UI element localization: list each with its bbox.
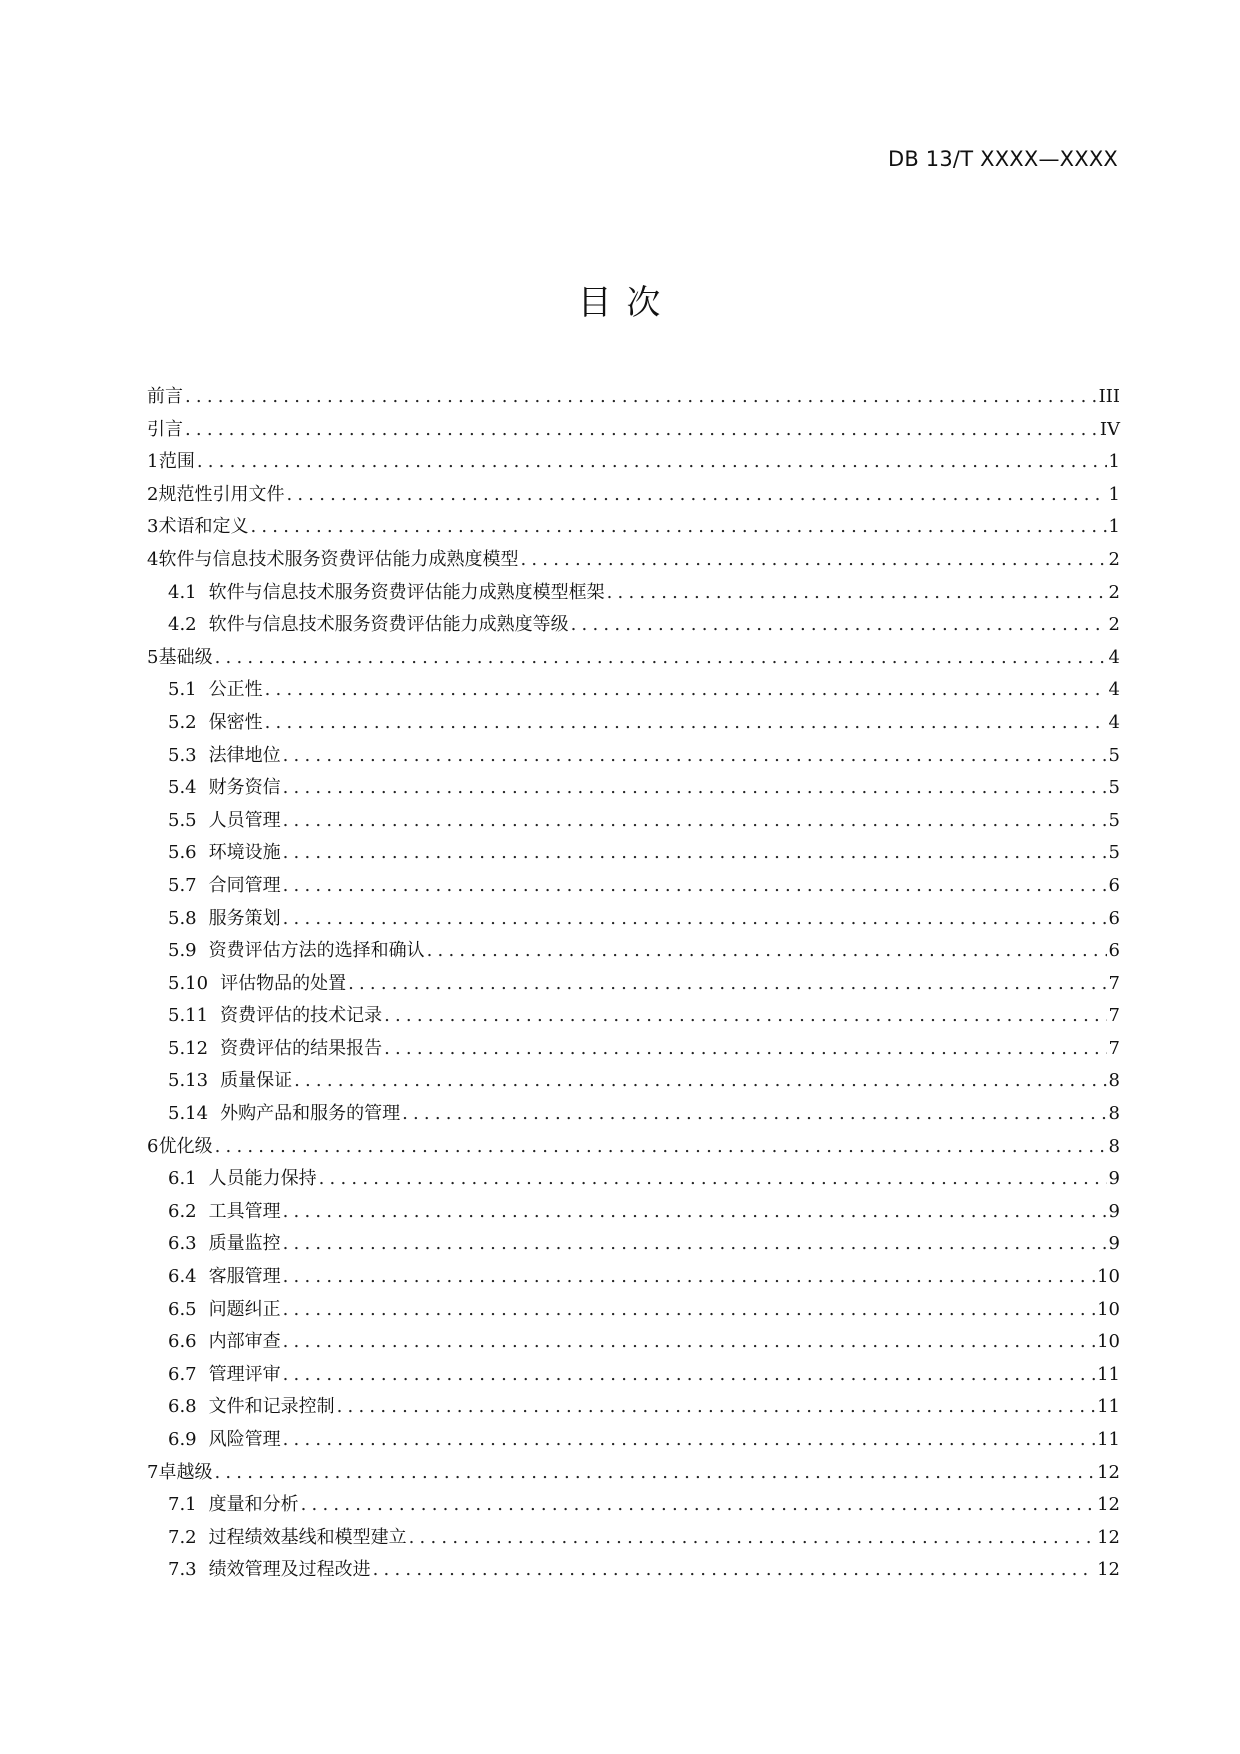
dot-leader: [265, 707, 1107, 740]
toc-entry-number: 6.5: [168, 1298, 197, 1320]
toc-entry[interactable]: [147, 642, 1120, 675]
toc-entry-label: 管理评审: [208, 1363, 281, 1385]
toc-entry[interactable]: [147, 609, 1120, 642]
toc-entry[interactable]: [147, 837, 1120, 870]
toc-entry[interactable]: [147, 544, 1120, 577]
toc-entry-number: 5.5: [168, 809, 197, 831]
toc-entry-number: 6.3: [168, 1233, 197, 1255]
toc-entry-number: 6.4: [168, 1266, 197, 1288]
toc-entry-label: 人员能力保持: [208, 1168, 317, 1190]
toc-entry-number: 4: [147, 548, 159, 570]
toc-entry-page: 10: [1097, 1266, 1120, 1288]
toc-entry-label: 保密性: [208, 711, 263, 733]
toc-entry-page: 8: [1108, 1070, 1120, 1092]
toc-entry-number: 5.11: [168, 1005, 209, 1027]
toc-entry-label: 卓越级: [158, 1461, 213, 1483]
toc-entry-page: 1: [1108, 516, 1120, 538]
toc-entry[interactable]: [147, 1522, 1120, 1555]
toc-entry-page: 4: [1108, 679, 1120, 701]
toc-entry-number: 1: [147, 451, 159, 473]
toc-entry-number: 5.13: [168, 1070, 209, 1092]
dot-leader: [283, 772, 1107, 805]
toc-entry-page: 7: [1108, 972, 1120, 994]
dot-leader: [283, 1228, 1107, 1261]
toc-entry-label: 规范性引用文件: [158, 483, 285, 505]
toc-entry-page: 5: [1108, 842, 1120, 864]
dot-leader: [215, 1131, 1107, 1164]
dot-leader: [384, 1000, 1106, 1033]
toc-entry[interactable]: [147, 935, 1120, 968]
toc-entry-page: 7: [1108, 1037, 1120, 1059]
dot-leader: [384, 1033, 1106, 1066]
toc-entry-number: 5.7: [168, 874, 197, 896]
toc-entry[interactable]: [147, 479, 1120, 512]
toc-entry[interactable]: [147, 707, 1120, 740]
toc-entry-page: 12: [1097, 1461, 1120, 1483]
toc-entry[interactable]: [147, 1065, 1120, 1098]
toc-entry-number: 6: [147, 1135, 159, 1157]
toc-entry-page: 11: [1097, 1363, 1120, 1385]
dot-leader: [185, 381, 1097, 414]
toc-entry[interactable]: [147, 1228, 1120, 1261]
toc-entry-label: 引言: [147, 418, 183, 440]
dot-leader: [250, 511, 1106, 544]
toc-entry-page: 5: [1108, 809, 1120, 831]
dot-leader: [283, 903, 1107, 936]
dot-leader: [283, 740, 1107, 773]
toc-entry-page: 2: [1108, 614, 1120, 636]
toc-entry-page: 4: [1108, 646, 1120, 668]
toc-entry[interactable]: [147, 1261, 1120, 1294]
toc-entry-label: 人员管理: [208, 809, 281, 831]
toc-entry-page: 2: [1108, 581, 1120, 603]
toc-entry-label: 资费评估的技术记录: [220, 1005, 383, 1027]
toc-entry-label: 过程绩效基线和模型建立: [208, 1526, 407, 1548]
toc-entry-label: 范围: [158, 451, 195, 473]
table-of-contents: [147, 381, 1120, 1587]
toc-entry-label: 评估物品的处置: [220, 972, 347, 994]
toc-entry-number: 6.1: [168, 1168, 197, 1190]
toc-entry-label: 绩效管理及过程改进: [208, 1559, 371, 1581]
dot-leader: [283, 837, 1107, 870]
toc-entry[interactable]: [147, 577, 1120, 610]
toc-entry-page: 8: [1108, 1103, 1120, 1125]
toc-entry-label: 资费评估的结果报告: [220, 1037, 383, 1059]
toc-entry[interactable]: [147, 381, 1120, 414]
toc-entry-page: 12: [1097, 1559, 1120, 1581]
toc-entry-label: 法律地位: [208, 744, 281, 766]
toc-entry-label: 软件与信息技术服务资费评估能力成熟度模型: [158, 548, 519, 570]
toc-entry-number: 4.2: [168, 614, 197, 636]
toc-entry-page: 6: [1108, 907, 1120, 929]
toc-entry-number: 5.3: [168, 744, 197, 766]
toc-entry-number: 7.2: [168, 1526, 197, 1548]
toc-entry-label: 服务策划: [208, 907, 281, 929]
toc-entry-number: 5.10: [168, 972, 209, 994]
dot-leader: [294, 1065, 1106, 1098]
toc-entry[interactable]: [147, 870, 1120, 903]
toc-entry-number: 3: [147, 516, 159, 538]
toc-entry-page: 11: [1097, 1396, 1120, 1418]
toc-entry-page: 5: [1108, 744, 1120, 766]
toc-entry[interactable]: [147, 1000, 1120, 1033]
document-code: DB 13/T XXXX—XXXX: [887, 147, 1118, 171]
toc-entry-page: IV: [1099, 418, 1120, 440]
dot-leader: [402, 1098, 1106, 1131]
toc-entry-page: 6: [1108, 940, 1120, 962]
toc-entry[interactable]: [147, 1163, 1120, 1196]
toc-entry-page: 6: [1108, 874, 1120, 896]
dot-leader: [337, 1391, 1095, 1424]
toc-entry[interactable]: [147, 1098, 1120, 1131]
toc-entry[interactable]: [147, 674, 1120, 707]
toc-entry-label: 工具管理: [208, 1200, 281, 1222]
toc-entry-label: 软件与信息技术服务资费评估能力成熟度等级: [208, 614, 569, 636]
toc-entry[interactable]: [147, 772, 1120, 805]
toc-entry-number: 2: [147, 483, 159, 505]
dot-leader: [571, 609, 1107, 642]
toc-entry-label: 文件和记录控制: [208, 1396, 335, 1418]
toc-entry-label: 基础级: [158, 646, 213, 668]
toc-entry-page: 12: [1097, 1526, 1120, 1548]
toc-entry-page: 1: [1108, 451, 1120, 473]
dot-leader: [283, 1326, 1095, 1359]
toc-entry-label: 合同管理: [208, 874, 281, 896]
toc-entry[interactable]: [147, 414, 1120, 447]
toc-entry-page: 8: [1108, 1135, 1120, 1157]
dot-leader: [319, 1163, 1107, 1196]
dot-leader: [283, 1196, 1107, 1229]
toc-entry-label: 财务资信: [208, 777, 281, 799]
dot-leader: [283, 1294, 1095, 1327]
toc-entry-page: III: [1098, 386, 1120, 407]
dot-leader: [197, 446, 1107, 479]
toc-entry-number: 5.14: [168, 1103, 209, 1125]
toc-entry-label: 资费评估方法的选择和确认: [208, 940, 425, 962]
dot-leader: [265, 674, 1107, 707]
dot-leader: [283, 870, 1107, 903]
dot-leader: [214, 1457, 1095, 1490]
page-title: 目 次: [577, 283, 663, 323]
toc-entry[interactable]: [147, 1294, 1120, 1327]
toc-entry-page: 11: [1097, 1429, 1120, 1450]
toc-entry-number: 5.4: [168, 777, 197, 799]
toc-entry-label: 软件与信息技术服务资费评估能力成熟度模型框架: [208, 581, 605, 603]
toc-entry[interactable]: [147, 1457, 1120, 1490]
dot-leader: [286, 479, 1106, 512]
toc-entry[interactable]: [147, 1489, 1120, 1522]
toc-entry-page: 12: [1097, 1494, 1120, 1516]
toc-entry-label: 客服管理: [208, 1266, 281, 1288]
toc-entry-number: 5.2: [168, 711, 197, 733]
dot-leader: [185, 414, 1098, 447]
toc-entry-number: 6.7: [168, 1363, 197, 1385]
toc-entry-number: 6.6: [168, 1331, 197, 1353]
dot-leader: [607, 577, 1107, 610]
toc-entry-label: 问题纠正: [208, 1298, 281, 1320]
toc-entry-number: 5.9: [168, 940, 197, 962]
toc-entry-label: 前言: [147, 386, 183, 407]
toc-entry-page: 5: [1108, 777, 1120, 799]
toc-entry[interactable]: [147, 968, 1120, 1001]
dot-leader: [283, 1359, 1095, 1392]
toc-entry-number: 6.2: [168, 1200, 197, 1222]
dot-leader: [348, 968, 1106, 1001]
toc-entry[interactable]: [147, 1554, 1120, 1587]
toc-entry-number: 5.8: [168, 907, 197, 929]
toc-entry-label: 公正性: [208, 679, 263, 701]
toc-entry-page: 1: [1108, 483, 1120, 505]
toc-entry-label: 环境设施: [208, 842, 281, 864]
toc-entry-number: 7.3: [168, 1559, 197, 1581]
toc-entry-page: 4: [1108, 711, 1120, 733]
toc-entry[interactable]: [147, 740, 1120, 773]
dot-leader: [283, 805, 1107, 838]
toc-entry-label: 质量保证: [220, 1070, 293, 1092]
dot-leader: [373, 1554, 1095, 1587]
toc-entry-label: 术语和定义: [158, 516, 249, 538]
toc-entry[interactable]: [147, 1424, 1120, 1457]
toc-entry-number: 5.6: [168, 842, 197, 864]
toc-entry-number: 4.1: [168, 581, 197, 603]
toc-entry[interactable]: [147, 805, 1120, 838]
toc-entry[interactable]: [147, 1359, 1120, 1392]
toc-entry[interactable]: [147, 1326, 1120, 1359]
toc-entry-number: 6.8: [168, 1396, 197, 1418]
dot-leader: [215, 642, 1107, 675]
toc-entry-number: 6.9: [168, 1429, 197, 1450]
toc-entry-page: 9: [1108, 1200, 1120, 1222]
dot-leader: [427, 935, 1107, 968]
toc-entry[interactable]: [147, 446, 1120, 479]
toc-entry[interactable]: [147, 1033, 1120, 1066]
dot-leader: [520, 544, 1106, 577]
toc-entry-label: 内部审查: [208, 1331, 281, 1353]
toc-entry-number: 7.1: [168, 1494, 197, 1516]
toc-entry-label: 风险管理: [208, 1429, 281, 1450]
toc-entry-page: 10: [1097, 1331, 1120, 1353]
toc-entry-page: 9: [1108, 1168, 1120, 1190]
toc-entry-number: 5.1: [168, 679, 197, 701]
toc-entry-number: 5.12: [168, 1037, 209, 1059]
dot-leader: [283, 1261, 1095, 1294]
toc-entry[interactable]: [147, 511, 1120, 544]
toc-entry-label: 度量和分析: [208, 1494, 299, 1516]
toc-entry-page: 2: [1108, 548, 1120, 570]
toc-entry-label: 外购产品和服务的管理: [220, 1103, 401, 1125]
toc-entry-number: 5: [147, 646, 159, 668]
dot-leader: [301, 1489, 1095, 1522]
toc-entry[interactable]: [147, 1196, 1120, 1229]
toc-entry[interactable]: [147, 903, 1120, 936]
toc-entry-page: 7: [1108, 1005, 1120, 1027]
dot-leader: [409, 1522, 1095, 1555]
toc-entry-label: 质量监控: [208, 1233, 281, 1255]
dot-leader: [283, 1424, 1095, 1457]
toc-entry[interactable]: [147, 1391, 1120, 1424]
toc-entry-page: 10: [1097, 1298, 1120, 1320]
toc-entry[interactable]: [147, 1131, 1120, 1164]
toc-entry-page: 9: [1108, 1233, 1120, 1255]
toc-entry-number: 7: [147, 1461, 159, 1483]
toc-entry-label: 优化级: [158, 1135, 213, 1157]
